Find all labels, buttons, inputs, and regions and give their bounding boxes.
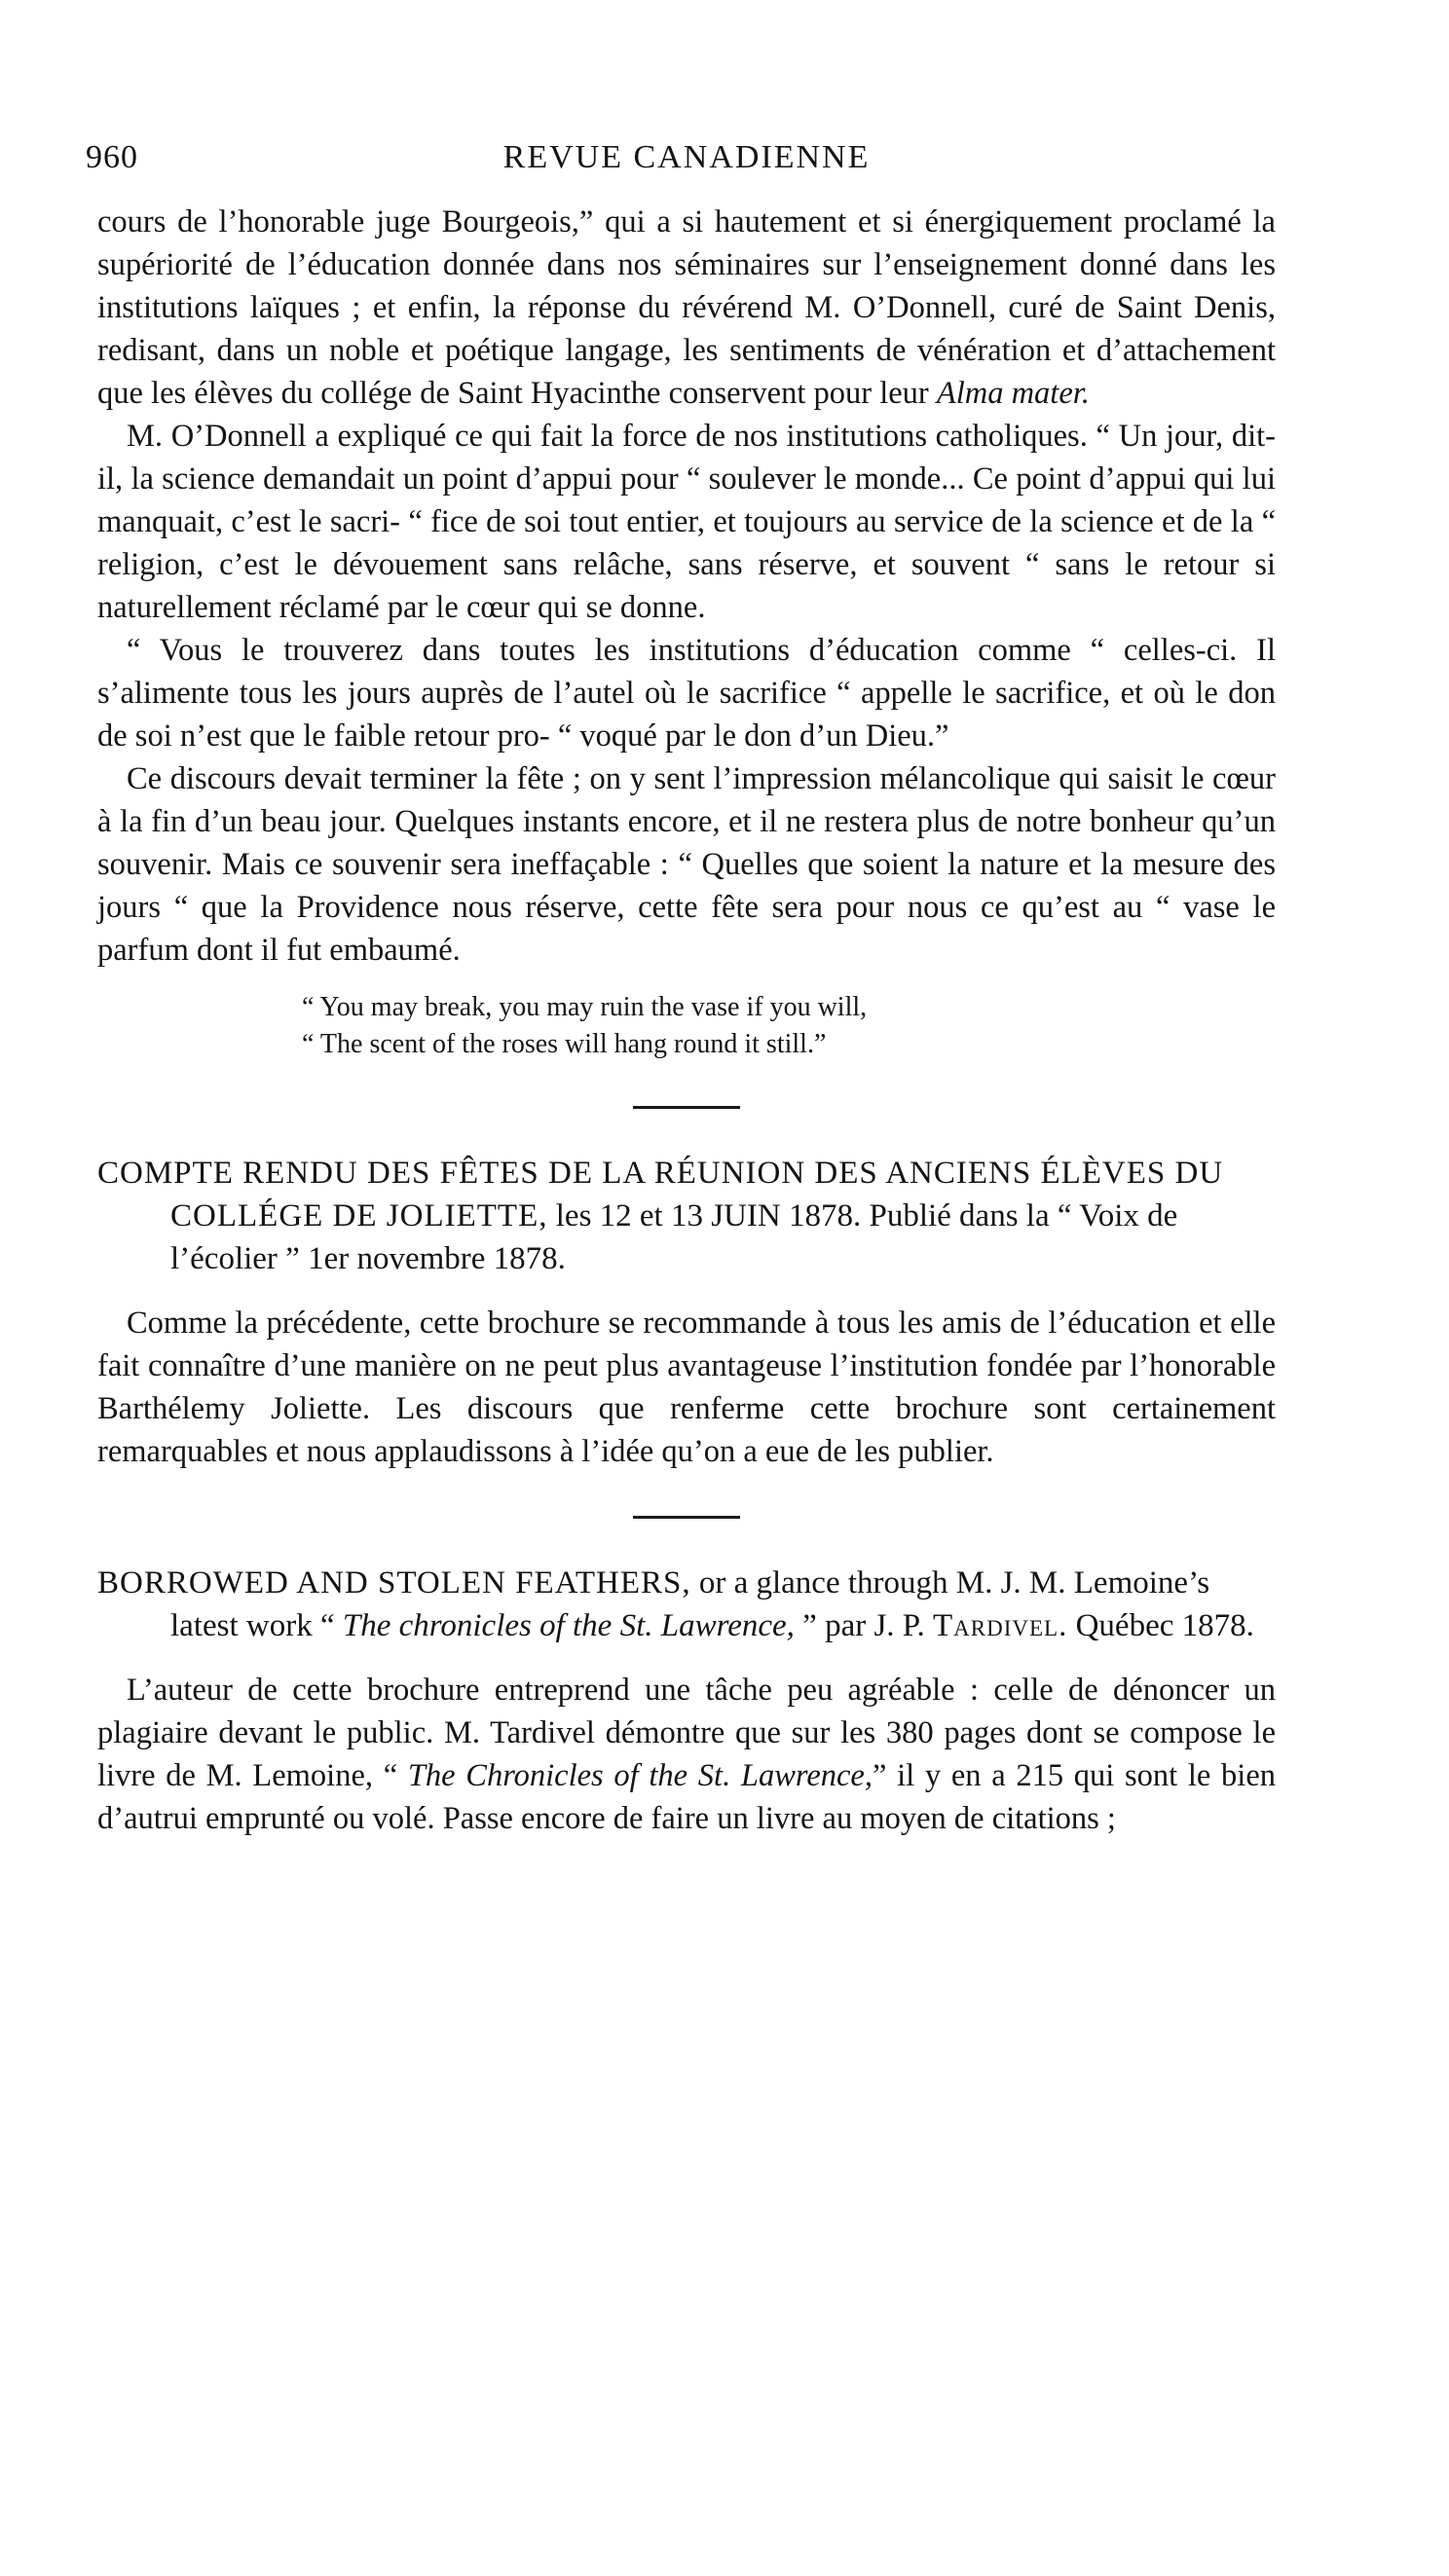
review-heading xyxy=(97,1152,1276,1280)
verse-quote xyxy=(302,989,1276,1063)
paragraph xyxy=(97,1669,1276,1840)
verse-line: “ You may break, you may ruin the vase if you will, xyxy=(302,992,868,1022)
paragraph xyxy=(97,201,1276,415)
paragraph: M. O’Donnell a expliqué ce qui fait la force de nos institutions catholiques. “ Un jour, dit-il, la science demandait un point d’appui pour “ soulever le monde... Ce point d’appui qui lui manquait, c’est le sacri- “ fice de soi tout entier, et toujours au service de la science et de la “ religion, c’est le dévouement sans relâche, sans réserve, et souvent “ sans le retour si naturellement réclamé par le cœur qui se donne. xyxy=(97,419,1276,625)
review-title: BORROWED AND STOLEN FEATHERS, xyxy=(97,1565,691,1601)
paragraph: Ce discours devait terminer la fête ; on y sent l’impression mélancolique qui saisit le cœur à la fin d’un beau jour. Quelques instants encore, et il ne restera plus de notre bonheur qu’un souvenir. Mais ce souvenir sera ineffaçable : “ Quelles que soient la nature et la mesure des jours “ que la Providence nous réserve, cette fête sera pour nous ce qu’est au “ vase le parfum dont il fut embaumé. xyxy=(97,761,1276,968)
running-head xyxy=(86,136,1276,191)
publication-place: Québec 1878. xyxy=(1067,1608,1254,1643)
book-title: The chronicles of the St. Lawrence, xyxy=(342,1608,795,1643)
review-title: COMPTE RENDU DES FÊTES DE LA RÉUNION DES ANCIENS ÉLÈVES DU COLLÉGE DE JOLIETTE, xyxy=(97,1156,1224,1233)
author-name: Tardivel. xyxy=(933,1608,1068,1643)
review-details: or a glance through M. J. M. Lemoine’s latest work “ xyxy=(170,1565,1210,1643)
review-heading xyxy=(97,1562,1276,1647)
review-details: les 12 et 13 JUIN 1878. Publié dans la “ Voix de l’écolier ” 1er novembre 1878. xyxy=(170,1198,1178,1276)
verse-line: “ The scent of the roses will hang round it still.” xyxy=(302,1029,827,1059)
book-title: The Chronicles of the St. Lawrence, xyxy=(407,1758,873,1793)
review-details: ” par J. P. xyxy=(794,1608,933,1643)
section-divider xyxy=(633,1106,740,1109)
paragraph-text: cours de l’honorable juge Bourgeois,” qui a si hautement et si énergiquement proclamé la supériorité de l’éducation donnée dans nos séminaires sur l’enseignement donné dans les institutions laïques ; et enfin, la réponse du révérend M. O’Donnell, curé de Saint Denis, redisant, dans un noble et poétique langage, les sentiments de vénération et d’attachement que les élèves du collége de Saint Hyacinthe conservent pour leur xyxy=(97,204,1276,411)
paragraph-text: ” il y en a 215 qui sont le bien d’autrui emprunté ou volé. Passe encore de faire un livre au moyen de citations ; xyxy=(97,1758,1276,1836)
section-divider xyxy=(633,1516,740,1519)
page-number: 960 xyxy=(86,139,138,175)
paragraph: Comme la précédente, cette brochure se recommande à tous les amis de l’éducation et elle fait connaître d’une manière on ne peut plus avantageuse l’institution fondée par l’honorable Barthélemy Joliette. Les discours que renferme cette brochure sont certainement remarquables et nous applaudissons à l’idée qu’on a eue de les publier. xyxy=(97,1306,1276,1469)
paragraph-text: L’auteur de cette brochure entreprend une tâche peu agréable : celle de dénoncer un plagiaire devant le public. M. Tardivel démontre que sur les 380 pages dont se compose le livre de M. Lemoine, “ xyxy=(97,1673,1276,1793)
paragraph: “ Vous le trouverez dans toutes les institutions d’éducation comme “ celles-ci. Il s’alimente tous les jours auprès de l’autel où le sacrifice “ appelle le sacrifice, et où le don de soi n’est que le faible retour pro- “ voqué par le don d’un Dieu.” xyxy=(97,633,1276,754)
italic-phrase: Alma mater. xyxy=(936,376,1090,411)
document-page xyxy=(86,136,1276,1840)
journal-title: REVUE CANADIENNE xyxy=(502,139,871,175)
